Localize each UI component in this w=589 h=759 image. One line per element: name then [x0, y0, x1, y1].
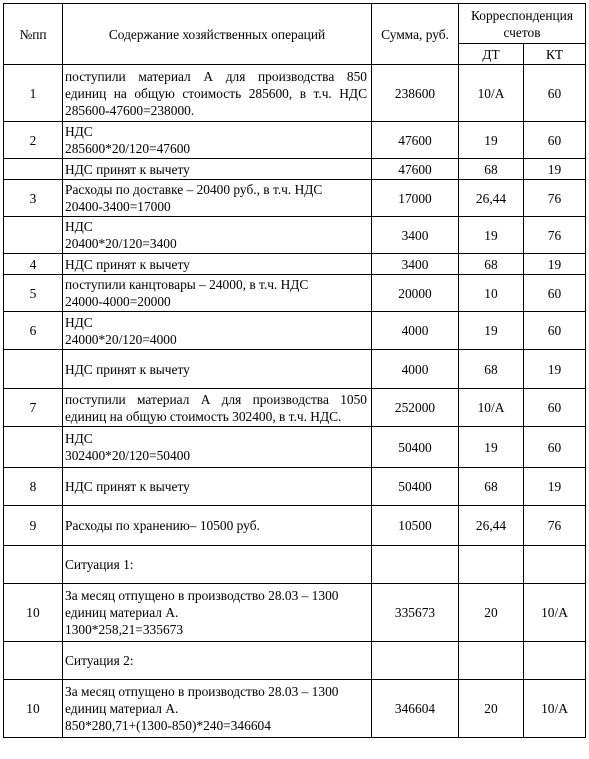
operation-description	[63, 389, 372, 427]
table-row	[4, 180, 586, 217]
table-row	[4, 312, 586, 350]
row-number: 5	[4, 275, 63, 312]
header-correspondence: Корреспонденция счетов	[459, 4, 586, 44]
description-line: 20400-3400=17000	[65, 199, 171, 214]
amount-cell: 10500	[372, 506, 459, 546]
amount-cell: 346604	[372, 680, 459, 738]
description-line: НДС принят к вычету	[65, 161, 190, 177]
description-line: Расходы по хранению– 10500 руб.	[65, 518, 260, 533]
description-line: Ситуация 2:	[65, 653, 134, 668]
row-number: 1	[4, 65, 63, 122]
description-line: единиц на общую стоимость 285600, в т.ч. НДС	[65, 85, 367, 101]
row-number: 7	[4, 389, 63, 427]
header-content: Содержание хозяйственных операций	[63, 4, 372, 65]
description-line: НДС	[65, 431, 93, 446]
debit-account-cell: 19	[459, 217, 524, 254]
row-number: 10	[4, 584, 63, 642]
table-row	[4, 506, 586, 546]
credit-account-cell: 76	[524, 180, 586, 217]
description-line: НДС принят к вычету	[65, 256, 190, 272]
description-line: 20400*20/120=3400	[65, 236, 177, 251]
debit-account-cell	[459, 546, 524, 584]
description-line: поступили материал А для производства 850	[65, 68, 367, 84]
row-number	[4, 159, 63, 180]
description-line: НДС принят к вычету	[65, 479, 190, 494]
credit-account-cell: 60	[524, 389, 586, 427]
credit-account-cell: 60	[524, 65, 586, 122]
credit-account-cell: 19	[524, 159, 586, 180]
header-dt: ДТ	[459, 44, 524, 65]
description-line: 285600*20/120=47600	[65, 141, 191, 156]
table-row	[4, 350, 586, 389]
operation-description	[63, 312, 372, 350]
debit-account-cell: 20	[459, 584, 524, 642]
table-row	[4, 584, 586, 642]
operation-description	[63, 468, 372, 506]
credit-account-cell: 76	[524, 506, 586, 546]
credit-account-cell: 60	[524, 275, 586, 312]
operation-description	[63, 122, 372, 159]
table-row	[4, 159, 586, 180]
amount-cell	[372, 642, 459, 680]
table-row	[4, 217, 586, 254]
description-line: Ситуация 1:	[65, 557, 134, 572]
operation-description	[63, 427, 372, 468]
operation-description	[63, 180, 372, 217]
table-row	[4, 642, 586, 680]
table-row	[4, 65, 586, 122]
description-line: 850*280,71+(1300-850)*240=346604	[65, 718, 271, 733]
debit-account-cell: 10	[459, 275, 524, 312]
header-num: №пп	[4, 4, 63, 65]
operation-description	[63, 217, 372, 254]
credit-account-cell: 19	[524, 468, 586, 506]
description-line: Расходы по доставке – 20400 руб., в т.ч. НДС	[65, 182, 323, 197]
row-number: 2	[4, 122, 63, 159]
debit-account-cell: 19	[459, 122, 524, 159]
description-line: За месяц отпущено в производство 28.03 – 1300	[65, 588, 339, 603]
description-line: 1300*258,21=335673	[65, 622, 184, 637]
row-number: 8	[4, 468, 63, 506]
amount-cell: 4000	[372, 350, 459, 389]
header-kt: КТ	[524, 44, 586, 65]
credit-account-cell: 60	[524, 427, 586, 468]
operation-description	[63, 350, 372, 389]
operation-description	[63, 159, 372, 180]
debit-account-cell: 68	[459, 468, 524, 506]
amount-cell: 17000	[372, 180, 459, 217]
debit-account-cell: 19	[459, 312, 524, 350]
description-line: 285600-47600=238000.	[65, 102, 195, 118]
description-line: НДС	[65, 124, 93, 139]
header-sum: Сумма, руб.	[372, 4, 459, 65]
table-row	[4, 427, 586, 468]
debit-account-cell: 26,44	[459, 506, 524, 546]
table-row	[4, 546, 586, 584]
table-row	[4, 389, 586, 427]
row-number	[4, 217, 63, 254]
amount-cell	[372, 546, 459, 584]
table-body	[4, 65, 586, 738]
credit-account-cell: 60	[524, 312, 586, 350]
description-line: единиц материал А.	[65, 701, 179, 716]
description-line: НДС принят к вычету	[65, 361, 190, 377]
row-number: 10	[4, 680, 63, 738]
amount-cell: 3400	[372, 254, 459, 275]
amount-cell: 20000	[372, 275, 459, 312]
debit-account-cell: 10/А	[459, 65, 524, 122]
operation-description	[63, 546, 372, 584]
operation-description	[63, 680, 372, 738]
debit-account-cell: 10/А	[459, 389, 524, 427]
table-row	[4, 254, 586, 275]
operation-description	[63, 275, 372, 312]
row-number: 6	[4, 312, 63, 350]
row-number: 3	[4, 180, 63, 217]
operations-table	[3, 3, 586, 738]
row-number: 9	[4, 506, 63, 546]
debit-account-cell: 68	[459, 159, 524, 180]
amount-cell: 4000	[372, 312, 459, 350]
amount-cell: 47600	[372, 159, 459, 180]
description-line: единиц материал А.	[65, 605, 179, 620]
amount-cell: 238600	[372, 65, 459, 122]
table-row	[4, 680, 586, 738]
amount-cell: 335673	[372, 584, 459, 642]
debit-account-cell: 68	[459, 350, 524, 389]
amount-cell: 50400	[372, 427, 459, 468]
amount-cell: 47600	[372, 122, 459, 159]
operation-description	[63, 254, 372, 275]
description-line: поступили канцтовары – 24000, в т.ч. НДС	[65, 277, 309, 292]
debit-account-cell: 26,44	[459, 180, 524, 217]
credit-account-cell: 10/А	[524, 680, 586, 738]
row-number	[4, 427, 63, 468]
amount-cell: 50400	[372, 468, 459, 506]
description-line: НДС	[65, 219, 93, 234]
description-line: За месяц отпущено в производство 28.03 – 1300	[65, 684, 339, 699]
debit-account-cell: 68	[459, 254, 524, 275]
amount-cell: 252000	[372, 389, 459, 427]
credit-account-cell: 60	[524, 122, 586, 159]
debit-account-cell: 20	[459, 680, 524, 738]
operation-description	[63, 65, 372, 122]
credit-account-cell: 19	[524, 254, 586, 275]
description-line: единиц на общую стоимость 302400, в т.ч. НДС.	[65, 408, 342, 424]
amount-cell: 3400	[372, 217, 459, 254]
description-line: поступили материал А для производства 1050	[65, 391, 367, 407]
header-row-1	[4, 4, 586, 44]
table-row	[4, 122, 586, 159]
credit-account-cell: 19	[524, 350, 586, 389]
description-line: 24000-4000=20000	[65, 294, 171, 309]
table-row	[4, 468, 586, 506]
row-number: 4	[4, 254, 63, 275]
credit-account-cell: 10/А	[524, 584, 586, 642]
table-row	[4, 275, 586, 312]
credit-account-cell	[524, 642, 586, 680]
row-number	[4, 350, 63, 389]
credit-account-cell: 76	[524, 217, 586, 254]
description-line: 24000*20/120=4000	[65, 331, 177, 347]
debit-account-cell: 19	[459, 427, 524, 468]
description-line: НДС	[65, 314, 93, 330]
operation-description	[63, 642, 372, 680]
operation-description	[63, 506, 372, 546]
row-number	[4, 642, 63, 680]
row-number	[4, 546, 63, 584]
credit-account-cell	[524, 546, 586, 584]
operation-description	[63, 584, 372, 642]
debit-account-cell	[459, 642, 524, 680]
description-line: 302400*20/120=50400	[65, 448, 191, 463]
